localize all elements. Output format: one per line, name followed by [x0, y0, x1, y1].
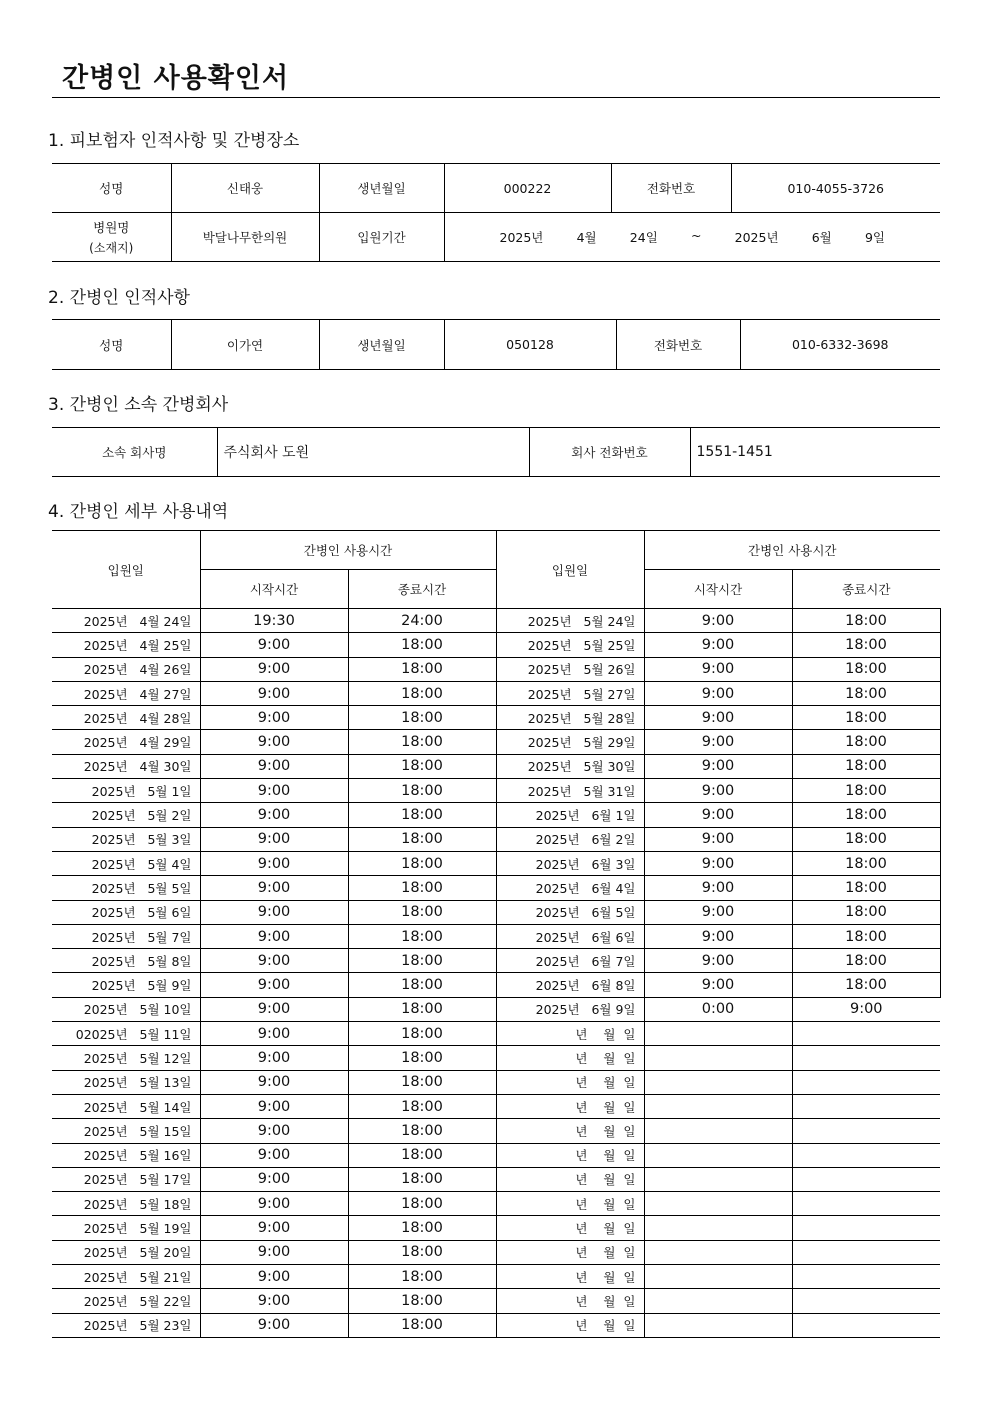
caregiver-birth: 050128	[444, 320, 616, 370]
insured-name: 신태웅	[171, 164, 319, 213]
right-start-cell: 9:00	[644, 779, 792, 803]
left-end-cell: 18:00	[348, 1240, 496, 1264]
section3-heading: 3. 간병인 소속 간병회사	[48, 395, 229, 415]
right-date-cell: 년 월 일	[496, 1265, 644, 1289]
usage-row	[52, 633, 940, 657]
usage-row	[52, 1022, 940, 1046]
usage-row	[52, 876, 940, 900]
right-end-cell: 18:00	[792, 609, 940, 633]
usage-row	[52, 1094, 940, 1118]
left-date-cell: 2025년 5월 10일	[52, 997, 200, 1021]
left-date-cell: 2025년 5월 13일	[52, 1070, 200, 1094]
left-date-cell: 2025년 4월 29일	[52, 730, 200, 754]
usage-row	[52, 1119, 940, 1143]
right-end-cell	[792, 1167, 940, 1191]
left-start-cell: 9:00	[200, 1192, 348, 1216]
usage-row	[52, 803, 940, 827]
left-date-cell: 2025년 4월 24일	[52, 609, 200, 633]
insured-birth: 000222	[444, 164, 611, 213]
period-start-year: 2025년	[499, 230, 544, 245]
right-date-cell: 년 월 일	[496, 1192, 644, 1216]
right-date-cell: 2025년 5월 25일	[496, 633, 644, 657]
left-end-cell: 18:00	[348, 1167, 496, 1191]
right-end-cell: 18:00	[792, 876, 940, 900]
right-end-cell	[792, 1070, 940, 1094]
left-date-cell: 2025년 5월 17일	[52, 1167, 200, 1191]
left-date-cell: 2025년 4월 28일	[52, 706, 200, 730]
usage-row	[52, 827, 940, 851]
insured-phone: 010-4055-3726	[731, 164, 940, 213]
caregiver-birth-label: 생년월일	[319, 320, 444, 370]
right-start-cell: 9:00	[644, 706, 792, 730]
left-start-cell: 9:00	[200, 949, 348, 973]
admission-period	[444, 213, 940, 262]
right-start-cell	[644, 1119, 792, 1143]
usage-row	[52, 1289, 940, 1313]
right-date-cell: 년 월 일	[496, 1119, 644, 1143]
left-start-cell: 9:00	[200, 900, 348, 924]
right-start-cell	[644, 1289, 792, 1313]
right-end-cell	[792, 1192, 940, 1216]
left-end-cell: 24:00	[348, 609, 496, 633]
left-start-cell: 9:00	[200, 681, 348, 705]
right-start-cell	[644, 1143, 792, 1167]
right-date-cell: 년 월 일	[496, 1046, 644, 1070]
right-date-cell: 2025년 5월 27일	[496, 681, 644, 705]
right-end-cell	[792, 1022, 940, 1046]
left-end-cell: 18:00	[348, 1192, 496, 1216]
usage-row	[52, 681, 940, 705]
usage-row	[52, 779, 940, 803]
right-date-cell: 년 월 일	[496, 1094, 644, 1118]
right-date-cell: 2025년 5월 31일	[496, 779, 644, 803]
usage-row	[52, 973, 940, 997]
right-start-cell: 9:00	[644, 851, 792, 875]
insured-row-1	[52, 164, 940, 213]
left-start-cell: 9:00	[200, 706, 348, 730]
right-date-cell: 2025년 6월 3일	[496, 851, 644, 875]
right-end-cell	[792, 1119, 940, 1143]
left-start-cell: 9:00	[200, 1094, 348, 1118]
usage-row	[52, 730, 940, 754]
usage-row	[52, 657, 940, 681]
insured-phone-label: 전화번호	[611, 164, 731, 213]
right-start-cell: 9:00	[644, 681, 792, 705]
left-date-cell: 2025년 5월 5일	[52, 876, 200, 900]
right-start-header: 시작시간	[644, 570, 792, 609]
left-end-cell: 18:00	[348, 681, 496, 705]
left-end-cell: 18:00	[348, 1313, 496, 1337]
right-end-cell: 18:00	[792, 779, 940, 803]
usage-row	[52, 1240, 940, 1264]
right-end-cell: 18:00	[792, 633, 940, 657]
right-date-cell: 년 월 일	[496, 1022, 644, 1046]
period-tilde: ~	[690, 228, 702, 243]
section4-heading: 4. 간병인 세부 사용내역	[48, 502, 229, 522]
right-end-cell: 18:00	[792, 706, 940, 730]
left-end-cell: 18:00	[348, 706, 496, 730]
insured-info-table	[52, 163, 940, 262]
company-phone: 1551-1451	[690, 428, 940, 477]
left-date-cell: 2025년 5월 3일	[52, 827, 200, 851]
usage-row	[52, 609, 940, 633]
right-date-cell: 년 월 일	[496, 1070, 644, 1094]
left-end-cell: 18:00	[348, 1022, 496, 1046]
right-date-cell: 년 월 일	[496, 1289, 644, 1313]
usage-row	[52, 754, 940, 778]
right-date-cell: 년 월 일	[496, 1167, 644, 1191]
insured-row-2	[52, 213, 940, 262]
left-date-cell: 2025년 5월 15일	[52, 1119, 200, 1143]
right-date-header: 입원일	[496, 531, 644, 609]
right-start-cell	[644, 1094, 792, 1118]
right-end-cell	[792, 1046, 940, 1070]
left-start-cell: 9:00	[200, 1240, 348, 1264]
right-date-cell: 년 월 일	[496, 1313, 644, 1337]
left-start-cell: 9:00	[200, 1070, 348, 1094]
left-end-cell: 18:00	[348, 973, 496, 997]
left-start-cell: 9:00	[200, 1119, 348, 1143]
left-date-cell: 2025년 5월 4일	[52, 851, 200, 875]
left-date-cell: 2025년 5월 1일	[52, 779, 200, 803]
usage-row	[52, 1070, 940, 1094]
right-date-cell: 2025년 6월 4일	[496, 876, 644, 900]
right-date-cell: 년 월 일	[496, 1240, 644, 1264]
left-date-cell: 2025년 5월 7일	[52, 924, 200, 948]
left-end-cell: 18:00	[348, 1143, 496, 1167]
hospital-label-text: 병원명	[93, 220, 130, 235]
right-date-cell: 2025년 5월 26일	[496, 657, 644, 681]
left-date-cell: 2025년 4월 26일	[52, 657, 200, 681]
hospital-label	[52, 213, 171, 262]
title-divider	[52, 97, 940, 98]
left-end-cell: 18:00	[348, 730, 496, 754]
left-end-cell: 18:00	[348, 1070, 496, 1094]
caregiver-info-table	[52, 319, 940, 370]
insured-birth-label: 생년월일	[319, 164, 444, 213]
period-start-month: 4월	[576, 230, 597, 245]
right-end-cell	[792, 1216, 940, 1240]
caregiver-phone: 010-6332-3698	[740, 320, 940, 370]
left-usage-header: 간병인 사용시간	[200, 531, 496, 570]
right-start-cell: 9:00	[644, 803, 792, 827]
right-end-cell: 18:00	[792, 803, 940, 827]
usage-row	[52, 706, 940, 730]
left-start-cell: 9:00	[200, 851, 348, 875]
right-start-cell: 9:00	[644, 876, 792, 900]
right-end-cell: 18:00	[792, 657, 940, 681]
left-end-cell: 18:00	[348, 754, 496, 778]
left-end-cell: 18:00	[348, 1216, 496, 1240]
right-end-cell	[792, 1240, 940, 1264]
left-end-cell: 18:00	[348, 1119, 496, 1143]
left-end-header: 종료시간	[348, 570, 496, 609]
period-start-day: 24일	[629, 230, 658, 245]
left-start-cell: 9:00	[200, 1313, 348, 1337]
right-start-cell	[644, 1046, 792, 1070]
right-start-cell: 9:00	[644, 657, 792, 681]
left-start-cell: 19:30	[200, 609, 348, 633]
right-end-cell: 18:00	[792, 754, 940, 778]
right-start-cell: 9:00	[644, 827, 792, 851]
left-date-cell: 2025년 5월 9일	[52, 973, 200, 997]
admission-period-label: 입원기간	[319, 213, 444, 262]
hospital-sublabel: (소재지)	[89, 241, 134, 255]
left-start-cell: 9:00	[200, 657, 348, 681]
left-end-cell: 18:00	[348, 1265, 496, 1289]
company-name: 주식회사 도원	[217, 428, 529, 477]
left-date-cell: 2025년 5월 12일	[52, 1046, 200, 1070]
left-end-cell: 18:00	[348, 1094, 496, 1118]
right-usage-header: 간병인 사용시간	[644, 531, 940, 570]
right-start-cell: 0:00	[644, 997, 792, 1021]
left-start-header: 시작시간	[200, 570, 348, 609]
left-start-cell: 9:00	[200, 730, 348, 754]
section2-heading: 2. 간병인 인적사항	[48, 288, 190, 308]
right-start-cell: 9:00	[644, 754, 792, 778]
left-end-cell: 18:00	[348, 1289, 496, 1313]
caregiver-row	[52, 320, 940, 370]
usage-row	[52, 1313, 940, 1337]
insured-name-label: 성명	[52, 164, 171, 213]
usage-detail-table	[52, 530, 941, 1338]
company-info-table	[52, 427, 940, 477]
section1-heading: 1. 피보험자 인적사항 및 간병장소	[48, 131, 300, 151]
left-start-cell: 9:00	[200, 1046, 348, 1070]
period-end-day: 9일	[864, 230, 885, 245]
right-date-cell: 2025년 5월 24일	[496, 609, 644, 633]
right-start-cell	[644, 1167, 792, 1191]
left-start-cell: 9:00	[200, 1216, 348, 1240]
left-date-cell: 2025년 5월 22일	[52, 1289, 200, 1313]
right-end-cell: 18:00	[792, 973, 940, 997]
left-date-cell: 2025년 5월 19일	[52, 1216, 200, 1240]
right-end-cell	[792, 1313, 940, 1337]
right-date-cell: 2025년 6월 8일	[496, 973, 644, 997]
right-start-cell: 9:00	[644, 900, 792, 924]
right-end-header: 종료시간	[792, 570, 940, 609]
left-start-cell: 9:00	[200, 1167, 348, 1191]
left-date-cell: 2025년 4월 30일	[52, 754, 200, 778]
usage-row	[52, 900, 940, 924]
right-start-cell	[644, 1192, 792, 1216]
right-end-cell	[792, 1094, 940, 1118]
right-date-cell: 2025년 5월 30일	[496, 754, 644, 778]
left-end-cell: 18:00	[348, 779, 496, 803]
left-end-cell: 18:00	[348, 657, 496, 681]
right-end-cell	[792, 1143, 940, 1167]
right-start-cell: 9:00	[644, 633, 792, 657]
usage-row	[52, 1167, 940, 1191]
left-end-cell: 18:00	[348, 949, 496, 973]
left-end-cell: 18:00	[348, 851, 496, 875]
right-end-cell: 18:00	[792, 900, 940, 924]
left-end-cell: 18:00	[348, 900, 496, 924]
right-date-cell: 2025년 5월 29일	[496, 730, 644, 754]
right-end-cell: 18:00	[792, 827, 940, 851]
usage-row	[52, 1046, 940, 1070]
right-start-cell	[644, 1070, 792, 1094]
right-start-cell	[644, 1022, 792, 1046]
usage-row	[52, 997, 940, 1021]
right-end-cell	[792, 1265, 940, 1289]
usage-row	[52, 1265, 940, 1289]
left-end-cell: 18:00	[348, 827, 496, 851]
right-date-cell: 2025년 6월 1일	[496, 803, 644, 827]
left-start-cell: 9:00	[200, 997, 348, 1021]
left-date-cell: 2025년 5월 18일	[52, 1192, 200, 1216]
left-end-cell: 18:00	[348, 633, 496, 657]
right-start-cell: 9:00	[644, 973, 792, 997]
left-start-cell: 9:00	[200, 876, 348, 900]
right-start-cell	[644, 1240, 792, 1264]
left-end-cell: 18:00	[348, 1046, 496, 1070]
left-start-cell: 9:00	[200, 1289, 348, 1313]
left-start-cell: 9:00	[200, 754, 348, 778]
right-date-cell: 년 월 일	[496, 1216, 644, 1240]
usage-row	[52, 1192, 940, 1216]
right-start-cell: 9:00	[644, 924, 792, 948]
right-end-cell: 9:00	[792, 997, 940, 1021]
right-date-cell: 2025년 5월 28일	[496, 706, 644, 730]
left-start-cell: 9:00	[200, 1022, 348, 1046]
left-end-cell: 18:00	[348, 876, 496, 900]
right-start-cell	[644, 1265, 792, 1289]
company-name-label: 소속 회사명	[52, 428, 217, 477]
left-end-cell: 18:00	[348, 997, 496, 1021]
left-end-cell: 18:00	[348, 803, 496, 827]
detail-header-row-1	[52, 531, 940, 570]
right-start-cell: 9:00	[644, 609, 792, 633]
right-end-cell: 18:00	[792, 730, 940, 754]
left-end-cell: 18:00	[348, 924, 496, 948]
right-date-cell: 2025년 6월 5일	[496, 900, 644, 924]
right-date-cell: 년 월 일	[496, 1143, 644, 1167]
left-date-cell: 2025년 5월 20일	[52, 1240, 200, 1264]
left-date-cell: 2025년 5월 14일	[52, 1094, 200, 1118]
caregiver-name: 이가연	[171, 320, 319, 370]
usage-row	[52, 851, 940, 875]
company-phone-label: 회사 전화번호	[529, 428, 690, 477]
left-date-cell: 2025년 5월 23일	[52, 1313, 200, 1337]
left-start-cell: 9:00	[200, 633, 348, 657]
document-title: 간병인 사용확인서	[62, 63, 290, 94]
right-start-cell: 9:00	[644, 730, 792, 754]
left-date-cell: 2025년 5월 8일	[52, 949, 200, 973]
left-date-header: 입원일	[52, 531, 200, 609]
left-start-cell: 9:00	[200, 1265, 348, 1289]
right-end-cell	[792, 1289, 940, 1313]
caregiver-name-label: 성명	[52, 320, 171, 370]
left-date-cell: 02025년 5월 11일	[52, 1022, 200, 1046]
period-end-year: 2025년	[734, 230, 779, 245]
right-start-cell	[644, 1313, 792, 1337]
right-date-cell: 2025년 6월 7일	[496, 949, 644, 973]
hospital-name: 박달나무한의원	[171, 213, 319, 262]
right-end-cell: 18:00	[792, 924, 940, 948]
left-start-cell: 9:00	[200, 973, 348, 997]
left-start-cell: 9:00	[200, 827, 348, 851]
right-end-cell: 18:00	[792, 851, 940, 875]
left-date-cell: 2025년 5월 21일	[52, 1265, 200, 1289]
usage-row	[52, 949, 940, 973]
left-start-cell: 9:00	[200, 1143, 348, 1167]
company-row	[52, 428, 940, 477]
right-date-cell: 2025년 6월 6일	[496, 924, 644, 948]
usage-row	[52, 1216, 940, 1240]
left-date-cell: 2025년 5월 16일	[52, 1143, 200, 1167]
right-end-cell: 18:00	[792, 949, 940, 973]
right-date-cell: 2025년 6월 9일	[496, 997, 644, 1021]
right-start-cell: 9:00	[644, 949, 792, 973]
usage-row	[52, 1143, 940, 1167]
left-start-cell: 9:00	[200, 779, 348, 803]
caregiver-phone-label: 전화번호	[616, 320, 740, 370]
left-date-cell: 2025년 4월 25일	[52, 633, 200, 657]
right-start-cell	[644, 1216, 792, 1240]
right-end-cell: 18:00	[792, 681, 940, 705]
left-date-cell: 2025년 5월 2일	[52, 803, 200, 827]
usage-row	[52, 924, 940, 948]
left-date-cell: 2025년 4월 27일	[52, 681, 200, 705]
left-start-cell: 9:00	[200, 924, 348, 948]
left-date-cell: 2025년 5월 6일	[52, 900, 200, 924]
right-date-cell: 2025년 6월 2일	[496, 827, 644, 851]
left-start-cell: 9:00	[200, 803, 348, 827]
period-end-month: 6월	[811, 230, 832, 245]
